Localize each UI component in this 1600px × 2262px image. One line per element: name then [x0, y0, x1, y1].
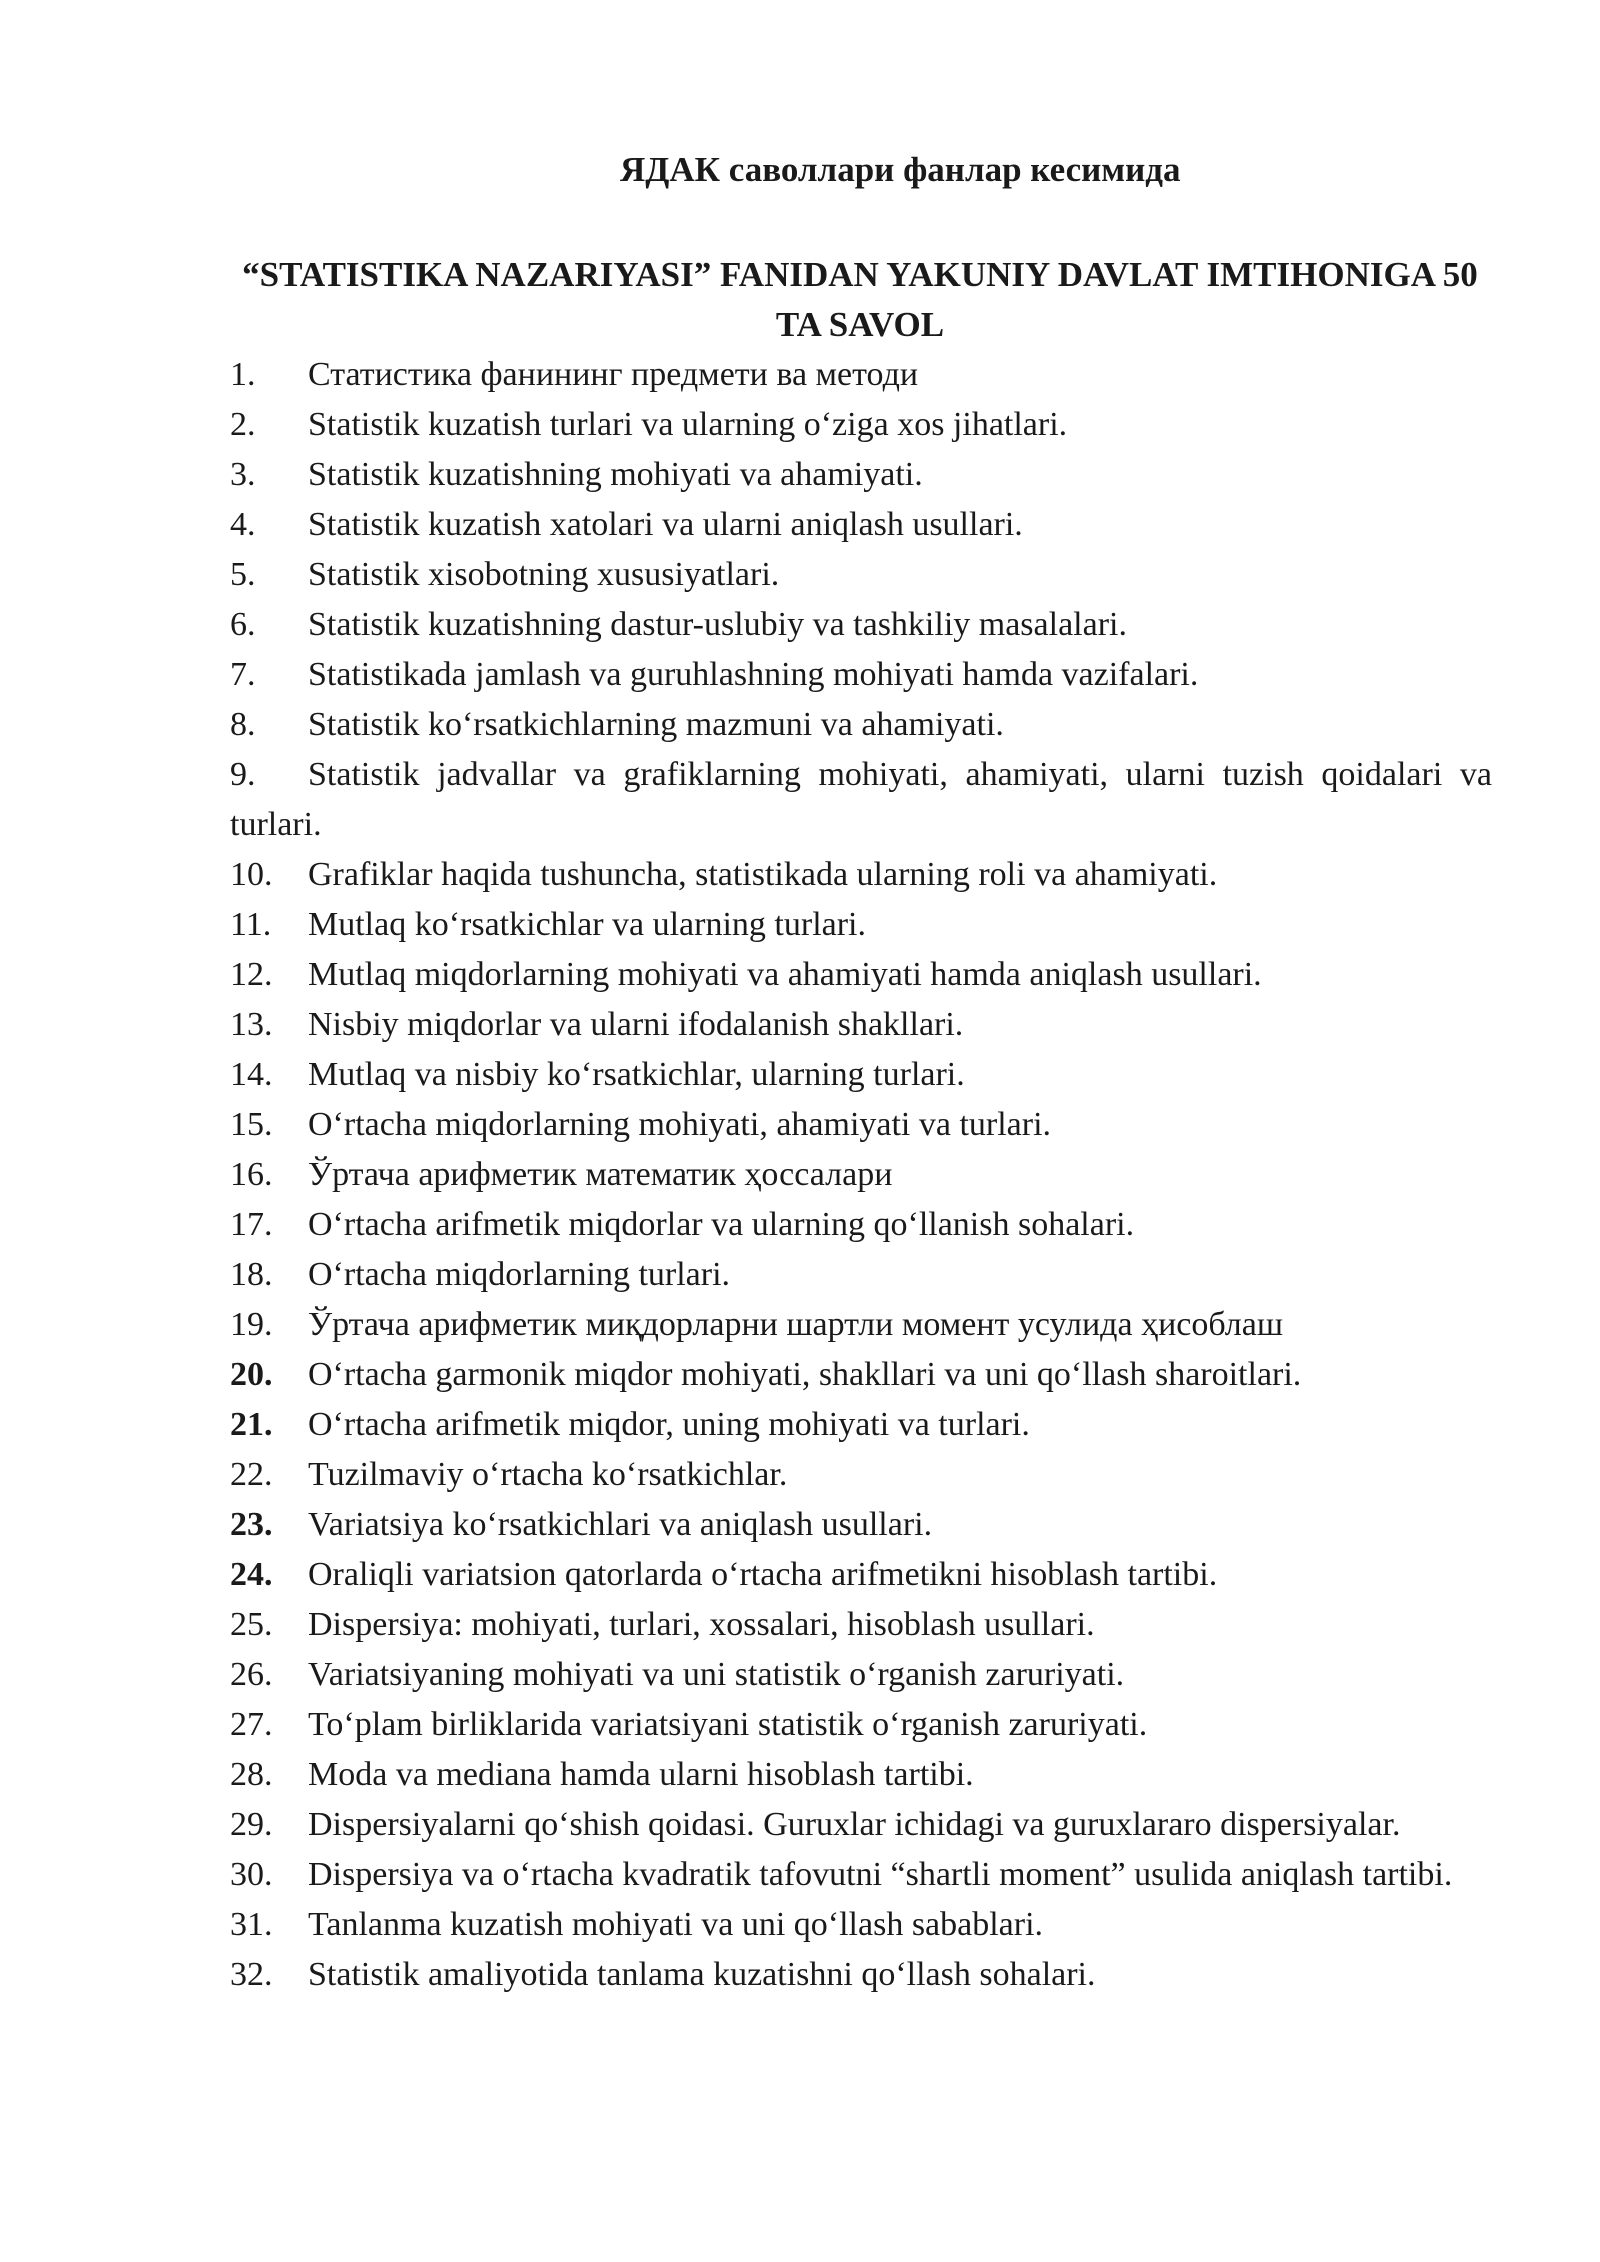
question-number: 16.: [230, 1156, 273, 1193]
question-number: 32.: [230, 1956, 273, 1993]
question-text: Oraliqli variatsion qatorlarda oʻrtacha arifmetikni hisoblash tartibi.: [308, 1556, 1218, 1593]
question-item: [230, 1150, 1492, 1200]
question-item: [230, 1700, 1492, 1750]
question-item: [230, 1300, 1492, 1350]
question-item: [230, 1650, 1492, 1700]
question-item: [230, 650, 1492, 700]
question-number: 24.: [230, 1556, 273, 1593]
question-number: 18.: [230, 1256, 273, 1293]
question-text: Dispersiya va oʻrtacha kvadratik tafovutni “shartli moment” usulida aniqlash tartibi.: [308, 1856, 1453, 1893]
question-number: 21.: [230, 1406, 273, 1443]
question-item: [230, 700, 1492, 750]
question-number: 28.: [230, 1756, 273, 1793]
question-text: Statistikada jamlash va guruhlashning mohiyati hamda vazifalari.: [308, 656, 1199, 693]
question-number: 25.: [230, 1606, 273, 1643]
question-text: Statistik kuzatishning mohiyati va ahamiyati.: [308, 456, 923, 493]
question-number: 8.: [230, 706, 256, 743]
question-item: [230, 450, 1492, 500]
question-item: [230, 1400, 1492, 1450]
question-number: 9.: [230, 756, 256, 793]
question-text: Variatsiyaning mohiyati va uni statistik oʻrganish zaruriyati.: [308, 1656, 1125, 1693]
question-item: [230, 1600, 1492, 1650]
question-text: Mutlaq va nisbiy koʻrsatkichlar, ularning turlari.: [308, 1056, 965, 1093]
question-text: Moda va mediana hamda ularni hisoblash tartibi.: [308, 1756, 974, 1793]
question-item: [230, 1450, 1492, 1500]
question-number: 1.: [230, 356, 256, 393]
question-number: 7.: [230, 656, 256, 693]
question-number: 13.: [230, 1006, 273, 1043]
question-text: Statistik amaliyotida tanlama kuzatishni qoʻllash sohalari.: [308, 1956, 1096, 1993]
question-item: [230, 1250, 1492, 1300]
question-item: [230, 550, 1492, 600]
question-text: Statistik koʻrsatkichlarning mazmuni va ahamiyati.: [308, 706, 1004, 743]
question-text: Ўртача арифметик математик ҳоссалари: [308, 1156, 893, 1193]
question-number: 15.: [230, 1106, 273, 1143]
question-item: [230, 1050, 1492, 1100]
question-number: 29.: [230, 1806, 273, 1843]
question-text: Mutlaq miqdorlarning mohiyati va ahamiyati hamda aniqlash usullari.: [308, 956, 1262, 993]
question-text: Oʻrtacha miqdorlarning turlari.: [308, 1256, 731, 1293]
question-text: Tuzilmaviy oʻrtacha koʻrsatkichlar.: [308, 1456, 788, 1493]
question-number: 10.: [230, 856, 273, 893]
question-number: 20.: [230, 1356, 273, 1393]
question-text: Ўртача арифметик миқдорларни шартли момент усулида ҳисоблаш: [308, 1306, 1284, 1343]
question-item: [230, 850, 1492, 900]
question-number: 11.: [230, 906, 272, 943]
question-number: 4.: [230, 506, 256, 543]
question-item: [230, 750, 1492, 850]
question-text: Статистика фанининг предмети ва методи: [308, 356, 919, 393]
question-item: [230, 1550, 1492, 1600]
document-title: “STATISTIKA NAZARIYASI” FANIDAN YAKUNIY DAVLAT IMTIHONIGA 50 TA SAVOL: [242, 255, 1478, 344]
question-text: Toʻplam birliklarida variatsiyani statistik oʻrganish zaruriyati.: [308, 1706, 1148, 1743]
question-text: Statistik kuzatish xatolari va ularni aniqlash usullari.: [308, 506, 1023, 543]
question-list: [230, 350, 1492, 2000]
question-item: [230, 600, 1492, 650]
question-text: Oʻrtacha arifmetik miqdor, uning mohiyati va turlari.: [308, 1406, 1030, 1443]
question-text: Variatsiya koʻrsatkichlari va aniqlash usullari.: [308, 1506, 933, 1543]
question-item: [230, 1000, 1492, 1050]
question-item: [230, 1200, 1492, 1250]
question-text: Statistik kuzatish turlari va ularning oʻziga xos jihatlari.: [308, 406, 1068, 443]
question-item: [230, 500, 1492, 550]
question-number: 31.: [230, 1906, 273, 1943]
question-number: 5.: [230, 556, 256, 593]
question-item: [230, 400, 1492, 450]
question-item: [230, 350, 1492, 400]
document-heading: ЯДАК саволлари фанлар кесимида: [620, 150, 1181, 189]
question-number: 3.: [230, 456, 256, 493]
question-item: [230, 1100, 1492, 1150]
question-item: [230, 950, 1492, 1000]
question-number: 6.: [230, 606, 256, 643]
question-text: Tanlanma kuzatish mohiyati va uni qoʻllash sabablari.: [308, 1906, 1044, 1943]
question-item: [230, 1800, 1492, 1850]
question-item: [230, 1750, 1492, 1800]
question-number: 12.: [230, 956, 273, 993]
question-text: Statistik jadvallar va grafiklarning mohiyati, ahamiyati, ularni tuzish qoidalari va turlari.: [230, 756, 1492, 843]
question-number: 17.: [230, 1206, 273, 1243]
question-item: [230, 1350, 1492, 1400]
question-text: Statistik xisobotning xususiyatlari.: [308, 556, 780, 593]
question-text: Dispersiyalarni qoʻshish qoidasi. Guruxlar ichidagi va guruxlararo dispersiyalar.: [308, 1806, 1401, 1843]
question-text: Mutlaq koʻrsatkichlar va ularning turlari.: [308, 906, 866, 943]
question-text: Statistik kuzatishning dastur-uslubiy va tashkiliy masalalari.: [308, 606, 1127, 643]
question-item: [230, 1950, 1492, 2000]
question-text: Oʻrtacha arifmetik miqdorlar va ularning qoʻllanish sohalari.: [308, 1206, 1135, 1243]
question-number: 22.: [230, 1456, 273, 1493]
question-text: Oʻrtacha garmonik miqdor mohiyati, shakllari va uni qoʻllash sharoitlari.: [308, 1356, 1302, 1393]
question-item: [230, 1500, 1492, 1550]
question-number: 27.: [230, 1706, 273, 1743]
question-number: 26.: [230, 1656, 273, 1693]
question-number: 19.: [230, 1306, 273, 1343]
question-number: 30.: [230, 1856, 273, 1893]
question-item: [230, 900, 1492, 950]
question-number: 2.: [230, 406, 256, 443]
question-number: 23.: [230, 1506, 273, 1543]
question-text: Dispersiya: mohiyati, turlari, xossalari, hisoblash usullari.: [308, 1606, 1095, 1643]
question-number: 14.: [230, 1056, 273, 1093]
question-text: Oʻrtacha miqdorlarning mohiyati, ahamiyati va turlari.: [308, 1106, 1052, 1143]
question-item: [230, 1900, 1492, 1950]
question-text: Grafiklar haqida tushuncha, statistikada ularning roli va ahamiyati.: [308, 856, 1218, 893]
question-item: [230, 1850, 1492, 1900]
question-text: Nisbiy miqdorlar va ularni ifodalanish shakllari.: [308, 1006, 964, 1043]
